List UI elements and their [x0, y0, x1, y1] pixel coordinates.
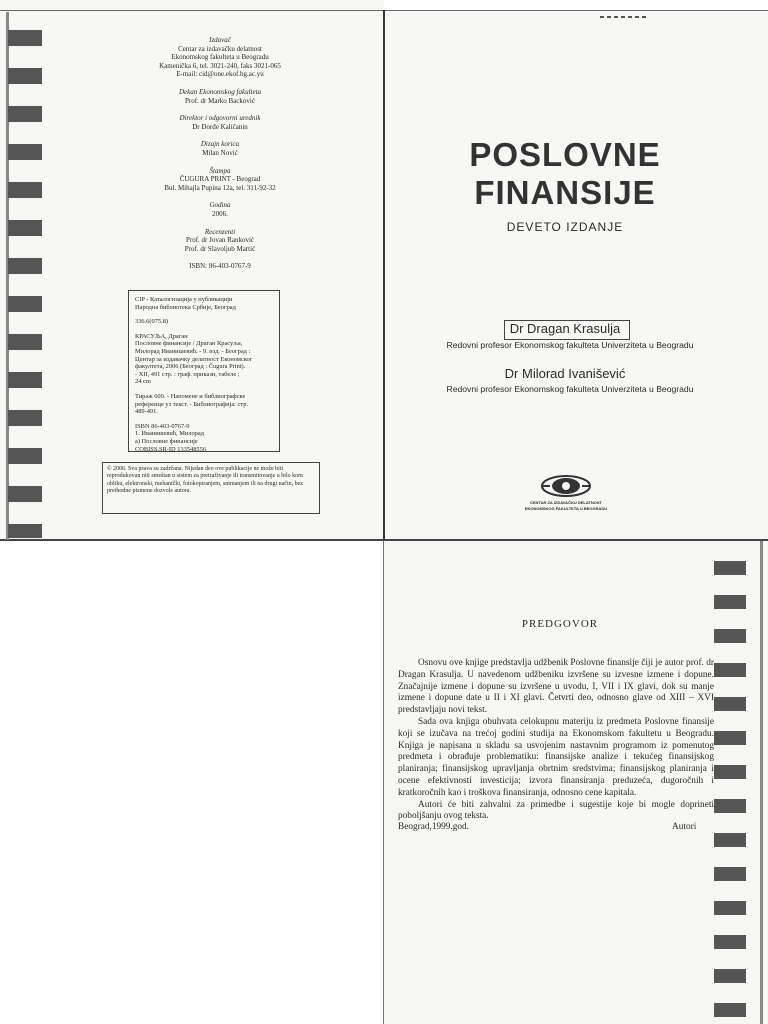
- cip-record-box: [128, 290, 280, 452]
- publisher-logo: [540, 474, 592, 498]
- title-page: [386, 12, 768, 539]
- cip-line: Центар за издавачку делатност Економског: [135, 355, 253, 363]
- preface-signature: Autori: [672, 822, 697, 832]
- dean-label: Dekan Ekonomskog fakulteta: [178, 87, 262, 96]
- publisher-line: Centar za izdavačku delatnost: [178, 44, 262, 53]
- cip-line: 1. Иванишевић, Милорад: [135, 430, 204, 438]
- cip-line: Тираж 600. - Напомене и библиографске: [135, 392, 246, 400]
- editor-name: Dr Đorđe Kaličanin: [192, 122, 248, 131]
- publisher-line: Ekonomskog fakulteta u Beogradu: [171, 53, 269, 62]
- cip-line: референце уз текст. - Библиографија: стр.: [135, 400, 249, 408]
- preface-heading: PREDGOVOR: [521, 618, 599, 630]
- author1-name: Dr Dragan Krasulja: [509, 321, 621, 336]
- corner-mark: [600, 16, 648, 18]
- page-divider-vertical: [383, 10, 385, 540]
- cip-line: КРАСУЉА, Драган: [135, 332, 188, 340]
- editor-label: Direktor i odgovorni urednik: [179, 114, 261, 123]
- edition: DEVETO IZDANJE: [506, 220, 624, 234]
- preface-paragraph: Osnovu ove knjige predstavlja udžbenik Poslovne finansije čiji je autor prof. dr Dragan Krasulja. U navedenom udžbeniku izvršene su izvesne izmene i dopune. Značajnije izmene i dopune su izvršene u uvodu, I, VII i IX glavi, dok su manje izmene i dopune date u II i XI glavi. Četvrti deo, odnosno glave od XIII – XVI predstavljaju novi tekst.: [398, 658, 714, 716]
- spiral-binding-left: [0, 12, 44, 540]
- cip-line: ISBN 86-403-0767-9: [135, 422, 190, 430]
- publisher-label: Izdavač: [209, 36, 231, 44]
- cover-label: Dizajn korica: [200, 140, 240, 149]
- imprint-text: [120, 36, 320, 271]
- cip-line: - XII, 491 стр. : граф. прикази, табеле ;: [135, 370, 240, 378]
- author2-role: Redovni profesor Ekonomskog fakulteta Univerziteta u Beogradu: [446, 384, 694, 394]
- publisher-line: E-mail: cid@one.ekof.bg.ac.yu: [176, 70, 264, 79]
- book-title-line1: POSLOVNE: [469, 136, 661, 173]
- book-title-line2: FINANSIJE: [474, 174, 656, 211]
- copyright-box: [102, 462, 320, 514]
- cip-line: а) Пословне финансије: [135, 437, 198, 445]
- reviewer-name: Prof. dr Jovan Ranković: [185, 236, 255, 245]
- cip-line: 24 cm: [135, 378, 151, 386]
- preface-place-date: Beograd,1999.god.: [398, 822, 470, 832]
- cover-name: Milan Nović: [202, 148, 238, 157]
- cip-line: Пословне финансије / Драган Красуља,: [135, 340, 243, 348]
- preface-body: [398, 658, 714, 823]
- cip-line: Милорад Иванишевић. - 9. изд. - Београд :: [135, 347, 251, 355]
- print-label: Štampa: [209, 166, 231, 175]
- cip-line: факултета, 2006 (Београд : Čugura Print).: [135, 363, 246, 371]
- preface-paragraph: Autori će biti zahvalni za primedbe i sugestije koje bi mogle doprineti poboljšanju ovog teksta.: [398, 799, 714, 822]
- year-value: 2006.: [212, 209, 228, 218]
- author2-name: Dr Milorad Ivanišević: [504, 366, 626, 381]
- dean-name: Prof. dr Marko Backović: [185, 96, 255, 105]
- reviewers-label: Recenzenti: [204, 227, 236, 236]
- reviewer-name: Prof. dr Slavoljub Martić: [184, 244, 256, 253]
- cip-line: 489-491.: [135, 408, 158, 416]
- cip-line: Народна библиотека Србије, Београд: [135, 303, 236, 311]
- print-line: ČUGURA PRINT - Beograd: [179, 175, 261, 184]
- publisher-line: Kamenička 6, tel. 3021-240, faks 3021-065: [159, 61, 281, 70]
- logo-caption-1: CENTAR ZA IZDAVAČKU DELATNOST: [530, 500, 602, 505]
- preface-paragraph: Sada ova knjiga obuhvata celokupnu materiju iz predmeta Poslovne finansije koji se izučava na trećoj godini studija na Ekonomskom fakultetu u Beogradu. Knjiga je napisana u skladu sa usvojenim nastavnim programom iz pomenutog predmeta i obrađuje problematiku: finansijske analize i tekućeg finansijskog planiranja; finansijskog upravljanja obrtnim sredstvima; finansijskog planiranja i ocene efektivnosti investicija; izvora finansiranja preduzeća, dugoročnih i kratkoročnih kao i troškova finansiranja, odnosno cene kapitala.: [398, 716, 714, 798]
- cip-line: COBISS.SR-ID 133548556: [135, 445, 207, 453]
- cip-line: CIP - Каталогизација у публикацији: [135, 296, 233, 303]
- logo-caption-2: EKONOMSKOG FAKULTETA U BEOGRADU: [524, 506, 608, 511]
- cip-line: 336.6(075.8): [135, 318, 169, 326]
- isbn: ISBN: 86-403-0767-9: [189, 262, 251, 271]
- print-line: Bul. Mihajla Pupina 12a, tel. 311-92-32: [164, 183, 276, 192]
- author1-role: Redovni profesor Ekonomskog fakulteta Univerziteta u Beogradu: [446, 340, 694, 350]
- year-label: Godina: [209, 201, 231, 210]
- publisher-logo-mark: [540, 474, 592, 498]
- page-divider-vertical-bottom: [383, 541, 384, 1024]
- copyright-text: © 2006. Sva prava su zadržana. Nijedan deo ove publikacije ne može biti reprodukovan niti smeštan u sistem za pretraživanje ili transmitovanje u bilo kom obliku, elektronski, mehanički, fotokopiranjem, snimanjem ili na drugi način, bez prethodne pismene dozvole autora.: [107, 466, 303, 495]
